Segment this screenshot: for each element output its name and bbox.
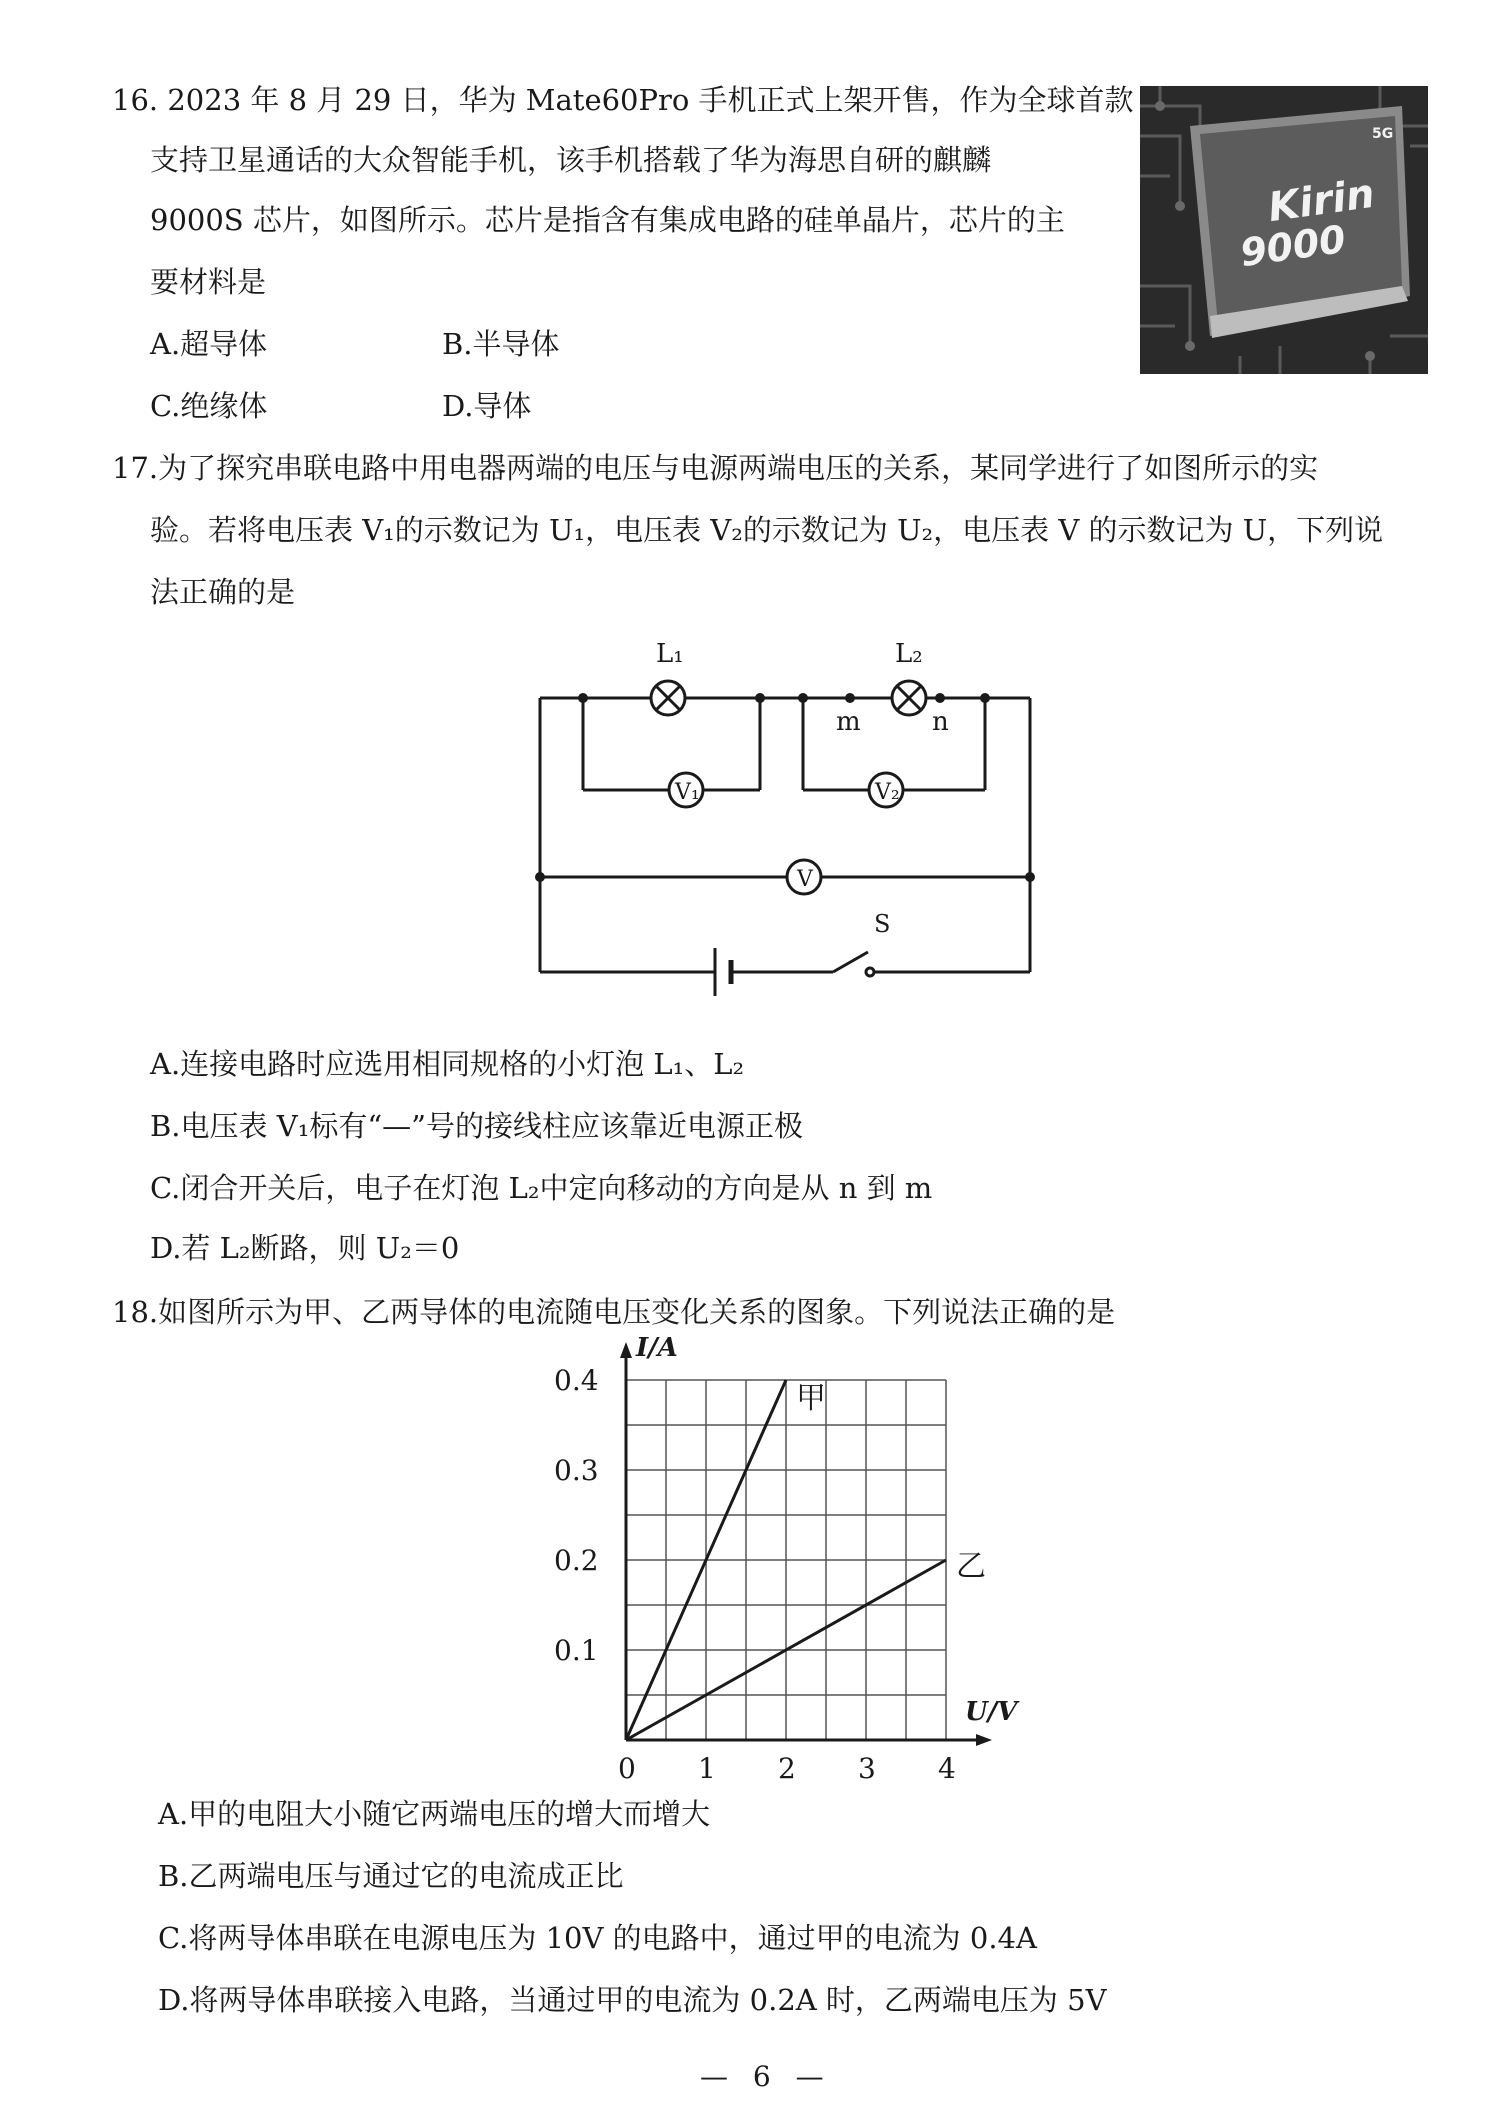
x-tick-label: 0 bbox=[618, 1752, 636, 1780]
x-axis-label: U/V bbox=[965, 1697, 1018, 1727]
label-l1: L₁ bbox=[656, 639, 684, 669]
label-l2: L₂ bbox=[895, 639, 923, 669]
label-v: V bbox=[797, 867, 813, 892]
q16-line-2: 支持卫星通话的大众智能手机，该手机搭载了华为海思自研的麒麟 bbox=[150, 143, 992, 177]
q16-option-d: D.导体 bbox=[442, 389, 532, 423]
q17-line-3: 法正确的是 bbox=[150, 575, 296, 609]
q18-line-1: 18.如图所示为甲、乙两导体的电流随电压变化关系的图象。下列说法正确的是 bbox=[112, 1295, 1116, 1329]
terminal-n-dot bbox=[935, 693, 945, 703]
q17-option-b: B.电压表 V₁标有“—”号的接线柱应该靠近电源正极 bbox=[150, 1109, 803, 1143]
junction-dot bbox=[1025, 872, 1035, 882]
q16-option-a: A.超导体 bbox=[150, 327, 268, 361]
q16-line-1: 16. 2023 年 8 月 29 日，华为 Mate60Pro 手机正式上架开售，作为全球首款 bbox=[112, 83, 1134, 117]
q17-line-2: 验。若将电压表 V₁的示数记为 U₁，电压表 V₂的示数记为 U₂，电压表 V 的示数记为 U，下列说 bbox=[150, 513, 1384, 547]
junction-dot bbox=[755, 693, 765, 703]
y-axis-label: I/A bbox=[636, 1333, 678, 1363]
x-tick-label: 2 bbox=[778, 1752, 796, 1780]
terminal-m-dot bbox=[845, 693, 855, 703]
series-label-1: 甲 bbox=[796, 1381, 826, 1416]
junction-dot bbox=[535, 872, 545, 882]
y-tick-label: 0.3 bbox=[554, 1454, 599, 1487]
page-number: — 6 — bbox=[700, 2060, 832, 2093]
q18-option-b: B.乙两端电压与通过它的电流成正比 bbox=[158, 1859, 624, 1893]
q17-option-c: C.闭合开关后，电子在灯泡 L₂中定向移动的方向是从 n 到 m bbox=[150, 1171, 933, 1205]
junction-dot bbox=[980, 693, 990, 703]
q16-line-4: 要材料是 bbox=[150, 265, 267, 299]
series-label-2: 乙 bbox=[956, 1549, 986, 1584]
q18-option-d: D.将两导体串联接入电路，当通过甲的电流为 0.2A 时，乙两端电压为 5V bbox=[158, 1983, 1107, 2017]
current-voltage-graph bbox=[540, 1330, 1060, 1780]
q18-option-c: C.将两导体串联在电源电压为 10V 的电路中，通过甲的电流为 0.4A bbox=[158, 1921, 1037, 1955]
x-tick-label: 3 bbox=[858, 1752, 876, 1780]
chip-model-label: 9000 bbox=[1237, 216, 1349, 276]
x-tick-label: 1 bbox=[698, 1752, 716, 1780]
q16-option-c: C.绝缘体 bbox=[150, 389, 268, 423]
circuit-diagram bbox=[520, 630, 1060, 1010]
label-m: m bbox=[836, 707, 861, 737]
y-tick-label: 0.1 bbox=[554, 1634, 599, 1667]
chip-5g-label: 5G bbox=[1372, 126, 1394, 142]
q18-option-a: A.甲的电阻大小随它两端电压的增大而增大 bbox=[158, 1797, 711, 1831]
label-v1: V₁ bbox=[675, 780, 700, 805]
q17-option-a: A.连接电路时应选用相同规格的小灯泡 L₁、L₂ bbox=[150, 1047, 745, 1081]
label-v2: V₂ bbox=[875, 780, 900, 805]
chip-brand-label: Kirin bbox=[1265, 170, 1378, 232]
y-tick-label: 0.2 bbox=[554, 1544, 599, 1577]
q16-option-b: B.半导体 bbox=[442, 327, 560, 361]
y-axis-arrow-icon bbox=[620, 1342, 632, 1358]
q17-line-1: 17.为了探究串联电路中用电器两端的电压与电源两端电压的关系，某同学进行了如图所示的实 bbox=[112, 451, 1319, 485]
chip-photo bbox=[1140, 86, 1428, 374]
switch-contact-icon bbox=[866, 968, 874, 976]
x-axis-arrow-icon bbox=[976, 1734, 992, 1746]
x-tick-label: 4 bbox=[938, 1752, 956, 1780]
junction-dot bbox=[578, 693, 588, 703]
label-n: n bbox=[932, 707, 949, 737]
junction-dot bbox=[798, 693, 808, 703]
label-switch-s: S bbox=[874, 910, 891, 938]
y-tick-label: 0.4 bbox=[554, 1364, 599, 1397]
q17-option-d: D.若 L₂断路，则 U₂＝0 bbox=[150, 1231, 460, 1265]
q16-line-3: 9000S 芯片，如图所示。芯片是指含有集成电路的硅单晶片，芯片的主 bbox=[150, 203, 1065, 237]
